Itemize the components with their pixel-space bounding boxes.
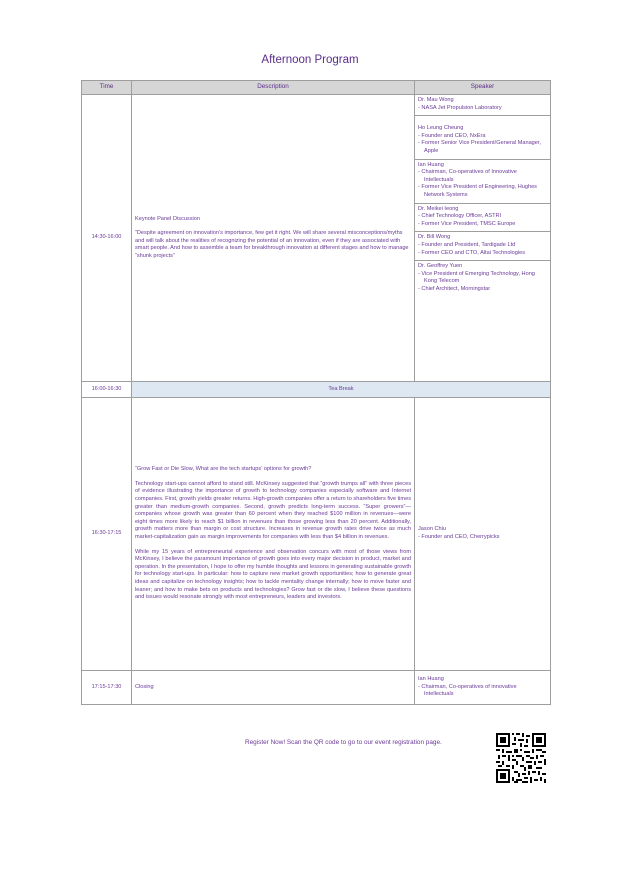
speaker-entry — [415, 95, 550, 116]
session-paragraph: Technology start-ups cannot afford to stand still. McKinsey suggested that “growth trumps all” with three pieces of evidence illustrating the importance of growth to technology companies especially software and Internet companies. First, growth yields greater returns. High-growth companies offer a return to shareholders five times greater than medium-growth companies. Second, growth predicts long-term success. “Super growers”— companies whose growth was greater than 60 percent when they reached $100 million in revenues—were eight times more likely to reach $1 billion in revenues than those growing less than 20 percent. Additionally, growth matters more than margin or cost structure. Increases in revenue growth rates drive twice as much market-capitalization gain as margin improvements for companies with less than $4 billion in revenues. — [135, 480, 411, 540]
session-title: Keynote Panel Discussion — [135, 215, 200, 222]
header-speaker: Speaker — [415, 81, 551, 95]
speaker-cell — [415, 398, 551, 671]
table-row — [82, 382, 551, 398]
description-cell: Closing — [132, 671, 415, 705]
speaker-role: - Chairman, Co-operatives of innovative Intellectuals — [418, 683, 517, 698]
table-row — [82, 398, 551, 671]
speaker-name: Ian Huang — [418, 161, 444, 168]
header-description: Description — [132, 81, 415, 95]
registration-note: Register Now! Scan the QR code to go to our event registration page. — [245, 739, 442, 746]
speaker-role: - Former Vice President, TMSC Europe — [418, 220, 516, 227]
speaker-name: Jason Chiu — [418, 526, 446, 533]
table-row — [82, 95, 551, 382]
speaker-name: Ho Leung Cheung — [418, 125, 464, 132]
speaker-role: - Founder and CEO, NxEra — [418, 132, 486, 139]
speaker-role: - Founder and President, Tardigade Ltd — [418, 241, 516, 248]
table-header-row — [82, 81, 551, 95]
tea-break-cell: Tea Break — [132, 382, 551, 398]
speaker-name: Dr. Bill Wong — [418, 234, 451, 241]
speaker-name: Dr. Meikei Ieong — [418, 205, 459, 212]
speaker-entry — [415, 232, 550, 261]
header-time: Time — [82, 81, 132, 95]
speaker-entry — [415, 116, 550, 159]
description-cell — [132, 398, 415, 671]
time-cell: 14:30-16:00 — [82, 95, 132, 382]
speaker-role: - Former Vice President of Engineering, Hughes Network Systems — [418, 184, 537, 198]
time-cell: 17:15-17:30 — [82, 671, 132, 705]
speaker-role: - Chief Technology Officer, ASTRI — [418, 213, 502, 220]
qr-code-icon[interactable] — [496, 733, 546, 783]
session-title: “Grow Fast or Die Slow, What are the tech startups’ options for growth? — [135, 466, 312, 473]
speaker-name: Ian Huang — [418, 676, 444, 683]
program-table — [81, 80, 551, 705]
description-cell — [132, 95, 415, 382]
speaker-role: - Chairman, Co-operatives of Innovative Intellectuals — [418, 169, 517, 183]
speaker-role: - Former CEO and CTO, Altai Technologies — [418, 249, 526, 256]
speaker-role: - Vice President of Emerging Technology, Hong Kong Telecom — [418, 270, 535, 285]
page-title: Afternoon Program — [261, 54, 359, 66]
speaker-name: Dr. Geoffrey Yuen — [418, 263, 463, 270]
time-cell: 16:00-16:30 — [82, 382, 132, 398]
speaker-cell — [415, 95, 551, 382]
speaker-role: - Founder and CEO, Cherrypicks — [418, 534, 500, 540]
speaker-entry — [415, 204, 550, 233]
speaker-entry — [415, 160, 550, 204]
speaker-cell — [415, 671, 551, 705]
speaker-name: Dr. Mau Wong — [418, 97, 454, 103]
speaker-entry — [415, 261, 550, 296]
table-row — [82, 671, 551, 705]
time-cell: 16:30-17:15 — [82, 398, 132, 671]
speaker-role: - Chief Architect, Morningstar — [418, 285, 491, 292]
speaker-role: - Former Senior Vice President/General Manager, Apple — [418, 140, 542, 154]
session-abstract: “Despite agreement on innovation’s importance, few get it right. We will share several misconceptions/myths and will talk about the realities of recognizing the potential of an innovation, even if they are associated with smart people. And how to assemble a team for breakthrough innovation at different stages and how to manage “shunk projects” — [135, 230, 409, 259]
session-paragraph: While my 15 years of entrepreneurial experience and observation concurs with most of those views from McKinsey, I believe the paramount importance of growth goes into every major decision in product, market and operation. In the presentation, I hope to offer my humble thoughts and lessons in generating sustainable growth for technology start-ups. In particular: how to capture new market growth opportunities; how to generate great ideas and capitalize on technology insights; how to tackle mentality change internally; how to move faster and leaner; and how to make bets on products and technologies? Grow fast or die slow, I believe these questions and issues would resonate strongly with most entrepreneurs, leaders and investors. — [135, 548, 411, 601]
speaker-role: - NASA Jet Propulsion Laboratory — [418, 104, 502, 111]
